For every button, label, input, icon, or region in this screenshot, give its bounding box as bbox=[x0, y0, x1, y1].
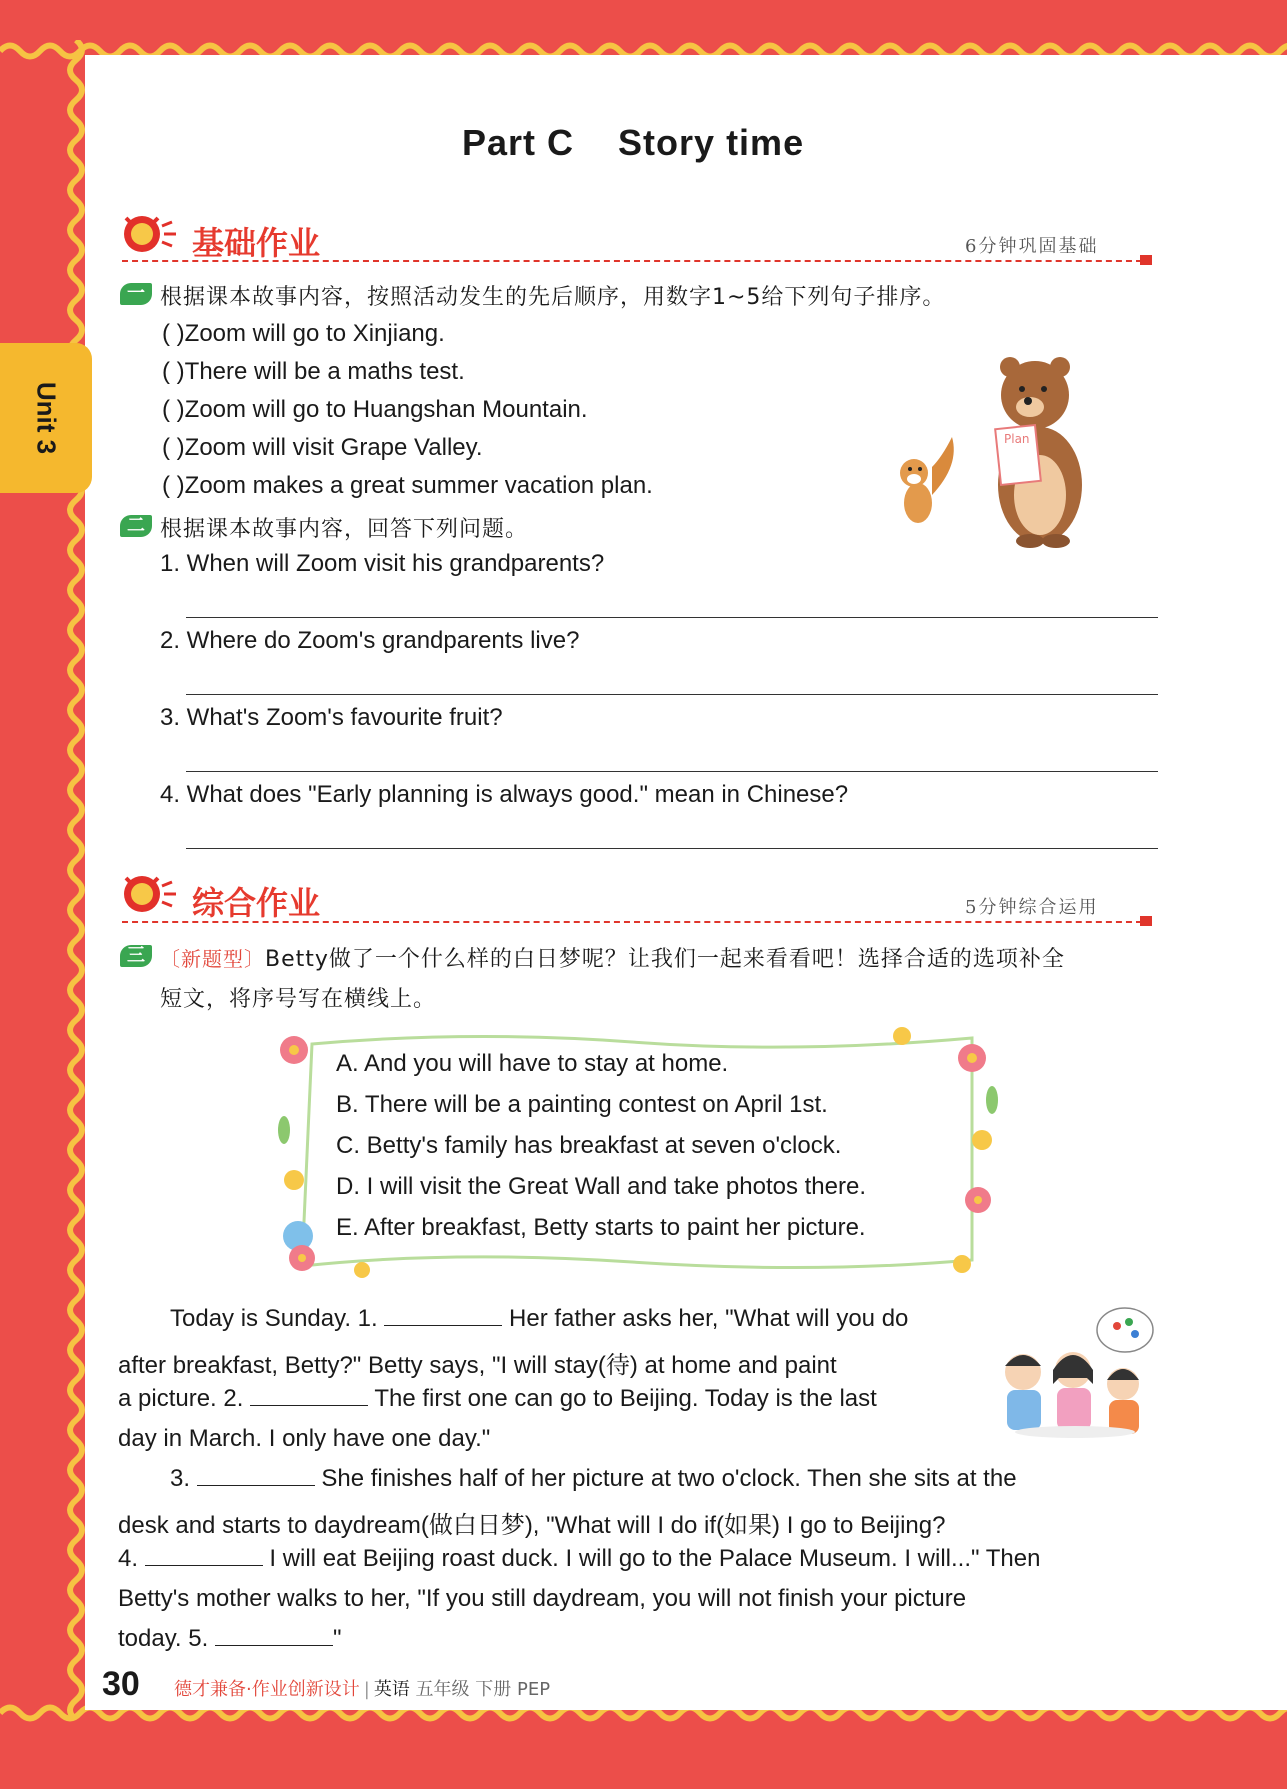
divider-end-marker bbox=[1140, 916, 1152, 926]
passage-text: " bbox=[332, 1625, 342, 1652]
section-subtitle-comprehensive: 5分钟综合运用 bbox=[965, 897, 1099, 918]
passage-line: Betty's mother walks to her, "If you still daydream, you will not finish your picture bbox=[118, 1585, 967, 1612]
option-e: E. After breakfast, Betty starts to paint her picture. bbox=[336, 1214, 866, 1241]
section-divider bbox=[122, 260, 1142, 262]
passage-line: desk and starts to daydream(做白日梦), "What will I do if(如果) I go to Beijing? bbox=[118, 1512, 946, 1539]
answer-line[interactable] bbox=[186, 848, 1158, 849]
passage-line: day in March. I only have one day." bbox=[118, 1425, 491, 1452]
passage-text: Today is Sunday. 1. bbox=[170, 1305, 378, 1332]
passage-line: after breakfast, Betty?" Betty says, "I will stay(待) at home and paint bbox=[118, 1352, 837, 1379]
passage-text: The first one can go to Beijing. Today is the last bbox=[374, 1385, 877, 1412]
question-badge-1: 一 bbox=[120, 283, 152, 305]
q1-item[interactable]: ( )Zoom makes a great summer vacation plan. bbox=[162, 472, 653, 499]
page-title: Part C Story time bbox=[462, 122, 805, 163]
q2-question: 3. What's Zoom's favourite fruit? bbox=[160, 704, 503, 731]
q2-instruction: 根据课本故事内容，回答下列问题。 bbox=[160, 517, 529, 542]
passage-text: I will eat Beijing roast duck. I will go to the Palace Museum. I will..." Then bbox=[269, 1545, 1041, 1572]
q1-item[interactable]: ( )Zoom will visit Grape Valley. bbox=[162, 434, 483, 461]
option-c: C. Betty's family has breakfast at seven o'clock. bbox=[336, 1132, 842, 1159]
passage-text: 3. bbox=[170, 1465, 191, 1492]
answer-line[interactable] bbox=[186, 617, 1158, 618]
option-d: D. I will visit the Great Wall and take photos there. bbox=[336, 1173, 867, 1200]
q2-question: 4. What does "Early planning is always good." mean in Chinese? bbox=[160, 781, 849, 808]
footer-grade: 五年级 bbox=[415, 1679, 470, 1700]
answer-line[interactable] bbox=[186, 694, 1158, 695]
passage-text: today. 5. bbox=[118, 1625, 209, 1652]
passage-line bbox=[170, 1305, 908, 1333]
question-badge-2: 二 bbox=[120, 515, 152, 537]
section-title-comprehensive: 综合作业 bbox=[192, 884, 321, 922]
footer-subject: 英语 bbox=[373, 1679, 410, 1700]
passage-text: a picture. 2. bbox=[118, 1385, 244, 1412]
passage-text: 4. bbox=[118, 1545, 139, 1572]
unit-tab bbox=[0, 343, 92, 493]
family-breakfast-illustration bbox=[995, 1300, 1155, 1440]
passage-line bbox=[118, 1385, 877, 1413]
passage-text: She finishes half of her picture at two o'clock. Then she sits at the bbox=[321, 1465, 1017, 1492]
q3-instruction-text: Betty做了一个什么样的白日梦呢？让我们一起来看看吧！选择合适的选项补全 bbox=[265, 947, 1065, 972]
option-a: A. And you will have to stay at home. bbox=[336, 1050, 729, 1077]
q1-item[interactable]: ( )Zoom will go to Huangshan Mountain. bbox=[162, 396, 588, 423]
question-badge-3: 三 bbox=[120, 945, 152, 967]
new-type-tag: 〔新题型〕 bbox=[160, 947, 265, 971]
q2-question: 1. When will Zoom visit his grandparents? bbox=[160, 550, 605, 577]
q3-instruction-line2: 短文，将序号写在横线上。 bbox=[160, 987, 437, 1012]
footer-info: 德才兼备·作业创新设计 | 英语 五年级 下册 PEP bbox=[174, 1679, 551, 1700]
q1-item[interactable]: ( )Zoom will go to Xinjiang. bbox=[162, 320, 445, 347]
answer-blank-1[interactable] bbox=[384, 1305, 502, 1326]
q2-question: 2. Where do Zoom's grandparents live? bbox=[160, 627, 580, 654]
divider-end-marker bbox=[1140, 255, 1152, 265]
page-number: 30 bbox=[102, 1665, 140, 1703]
passage-line bbox=[118, 1545, 1040, 1573]
answer-blank-2[interactable] bbox=[250, 1385, 368, 1406]
q3-instruction-line1 bbox=[160, 942, 1065, 973]
answer-blank-4[interactable] bbox=[145, 1545, 263, 1566]
q1-item[interactable]: ( )There will be a maths test. bbox=[162, 358, 465, 385]
footer-brand: 德才兼备·作业创新设计 bbox=[174, 1679, 360, 1700]
passage-line bbox=[170, 1465, 1017, 1493]
option-b: B. There will be a painting contest on April 1st. bbox=[336, 1091, 828, 1118]
answer-blank-5[interactable] bbox=[215, 1625, 333, 1646]
unit-tab-label: Unit 3 bbox=[31, 381, 62, 455]
answer-blank-3[interactable] bbox=[197, 1465, 315, 1486]
section-divider bbox=[122, 921, 1142, 923]
wavy-border-left bbox=[48, 40, 88, 1720]
alarm-clock-icon bbox=[118, 210, 180, 260]
svg-text:Plan: Plan bbox=[1004, 432, 1030, 446]
section-subtitle-basic: 6分钟巩固基础 bbox=[965, 236, 1099, 257]
section-title-basic: 基础作业 bbox=[192, 224, 321, 262]
passage-line bbox=[118, 1625, 341, 1653]
q1-instruction: 根据课本故事内容，按照活动发生的先后顺序，用数字1~5给下列句子排序。 bbox=[160, 285, 946, 310]
footer-edition: PEP bbox=[517, 1679, 551, 1700]
alarm-clock-icon bbox=[118, 870, 180, 920]
passage-text: Her father asks her, "What will you do bbox=[509, 1305, 909, 1332]
bear-squirrel-illustration bbox=[880, 345, 1110, 550]
footer-term: 下册 bbox=[475, 1679, 512, 1700]
answer-line[interactable] bbox=[186, 771, 1158, 772]
